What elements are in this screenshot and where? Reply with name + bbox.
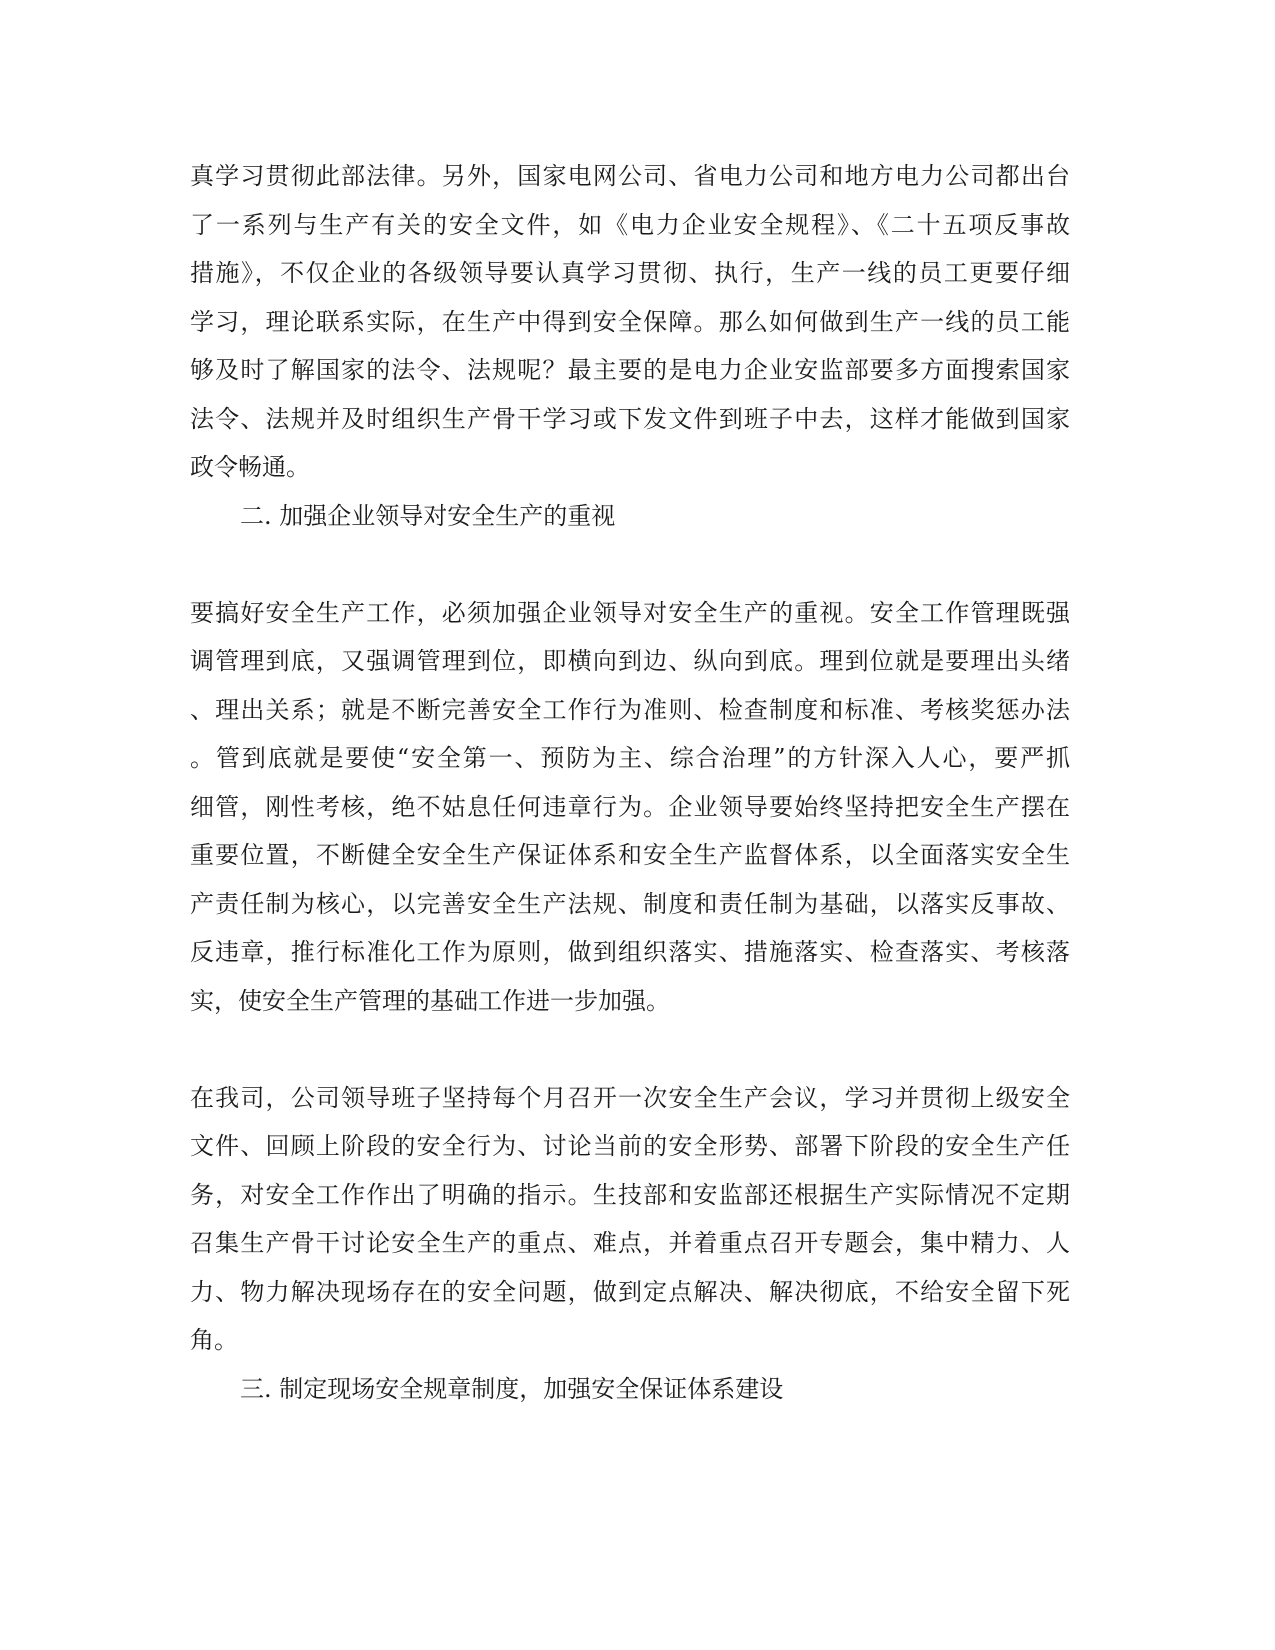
paragraph-3 (190, 1074, 1070, 1365)
text-line: 召集生产骨干讨论安全生产的重点、难点，并着重点召开专题会，集中精力、人 (190, 1229, 1070, 1257)
text-line: 力、物力解决现场存在的安全问题，做到定点解决、解决彻底，不给安全留下死 (190, 1277, 1070, 1306)
text-line: 法令、法规并及时组织生产骨干学习或下发文件到班子中去，这样才能做到国家 (190, 404, 1070, 433)
text-line: 文件、回顾上阶段的安全行为、讨论当前的安全形势、部署下阶段的安全生产任 (190, 1132, 1070, 1160)
paragraph-1 (190, 152, 1070, 492)
text-line: 真学习贯彻此部法律。另外，国家电网公司、省电力公司和地方电力公司都出台 (190, 162, 1070, 190)
document-page (190, 152, 1070, 1413)
paragraph-2 (190, 589, 1070, 1026)
text-line: 产责任制为核心，以完善安全生产法规、制度和责任制为基础，以落实反事故、 (190, 889, 1070, 918)
text-line: 学习，理论联系实际，在生产中得到安全保障。那么如何做到生产一线的员工能 (190, 307, 1070, 336)
text-line: 实，使安全生产管理的基础工作进一步加强。 (190, 986, 670, 1015)
text-line: 在我司，公司领导班子坚持每个月召开一次安全生产会议，学习并贯彻上级安全 (190, 1083, 1070, 1112)
text-line: 务，对安全工作作出了明确的指示。生技部和安监部还根据生产实际情况不定期 (190, 1180, 1070, 1209)
text-line: 角。 (190, 1326, 238, 1354)
paragraph-spacer (190, 540, 1070, 589)
text-line: 措施》，不仅企业的各级领导要认真学习贯彻、执行，生产一线的员工更要仔细 (190, 259, 1070, 287)
text-line: 调管理到底，又强调管理到位，即横向到边、纵向到底。理到位就是要理出头绪 (190, 647, 1070, 675)
section-heading-3: 三. 制定现场安全规章制度，加强安全保证体系建设 (240, 1374, 784, 1403)
section-heading-2: 二. 加强企业领导对安全生产的重视 (240, 501, 616, 530)
text-line: 。管到底就是要使“安全第一、预防为主、综合治理”的方针深入人心，要严抓 (190, 744, 1070, 772)
text-line: 政令畅通。 (190, 453, 310, 481)
text-line: 细管，刚性考核，绝不姑息任何违章行为。企业领导要始终坚持把安全生产摆在 (190, 792, 1070, 821)
text-line: 反违章，推行标准化工作为原则，做到组织落实、措施落实、检查落实、考核落 (190, 938, 1070, 966)
text-line: 、理出关系；就是不断完善安全工作行为准则、检查制度和标准、考核奖惩办法 (190, 695, 1070, 724)
text-line: 重要位置，不断健全安全生产保证体系和安全生产监督体系，以全面落实安全生 (190, 841, 1070, 869)
text-line: 够及时了解国家的法令、法规呢？最主要的是电力企业安监部要多方面搜索国家 (190, 356, 1070, 384)
paragraph-spacer (190, 1025, 1070, 1074)
text-line: 了一系列与生产有关的安全文件，如《电力企业安全规程》、《二十五项反事故 (190, 210, 1070, 239)
text-line: 要搞好安全生产工作，必须加强企业领导对安全生产的重视。安全工作管理既强 (190, 598, 1070, 627)
